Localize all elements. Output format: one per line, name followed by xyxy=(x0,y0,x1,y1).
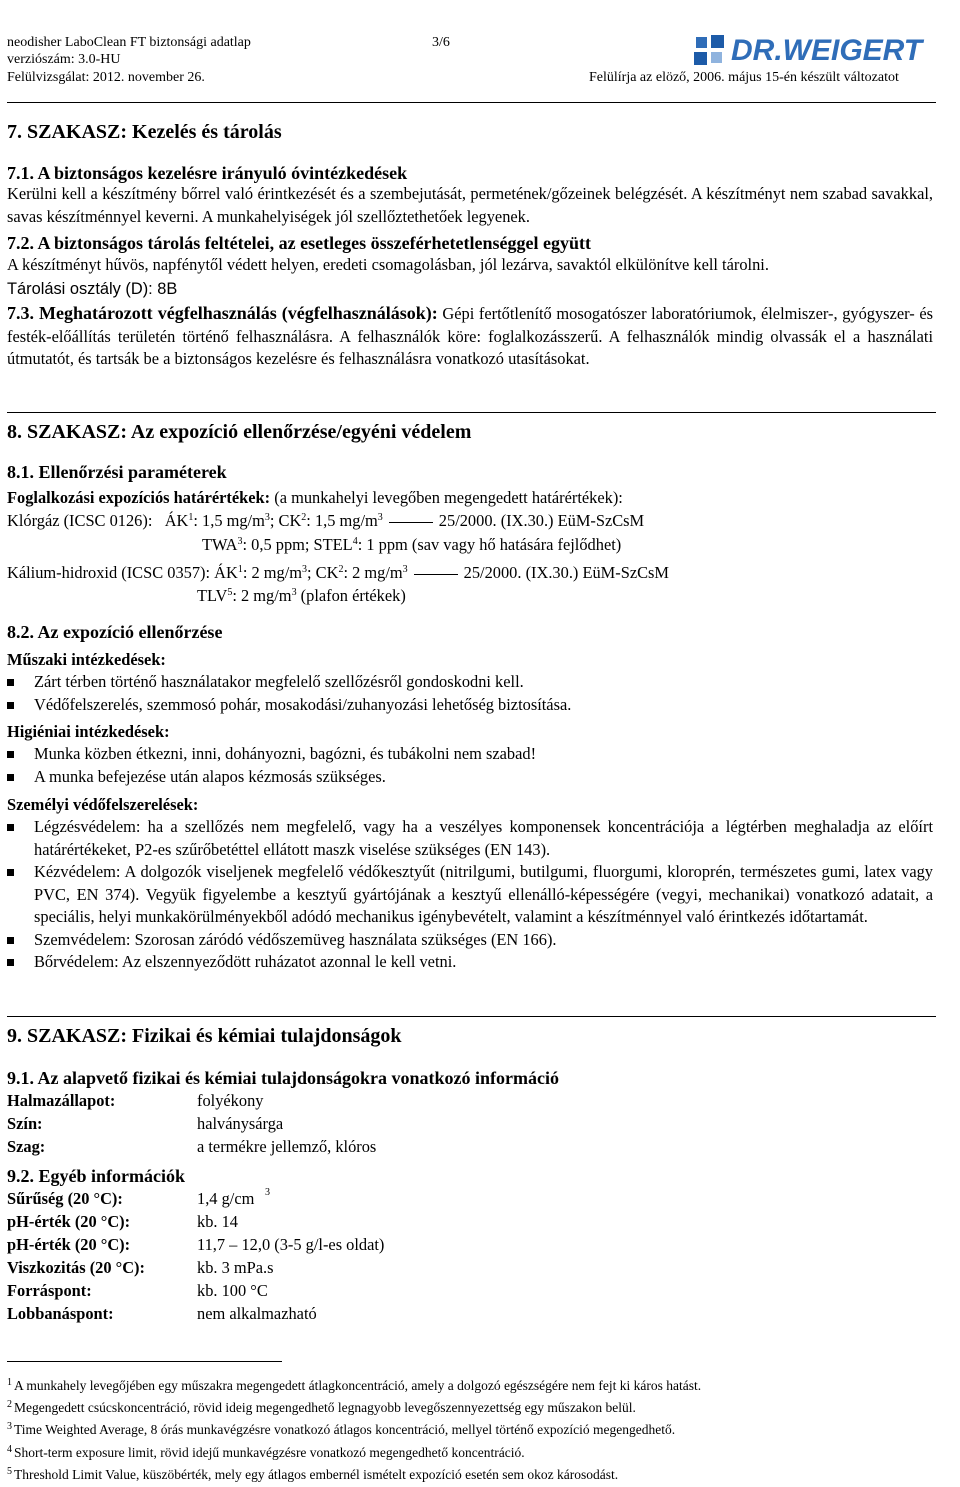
footnote xyxy=(7,1445,525,1463)
section-9-title: 9. SZAKASZ: Fizikai és kémiai tulajdonságok xyxy=(7,1025,402,1047)
property-row xyxy=(7,1257,607,1280)
product-name: neodisher LaboClean FT biztonsági adatlap xyxy=(7,35,251,50)
ppe-list xyxy=(7,816,933,974)
footnote-number: 3 xyxy=(7,1421,12,1432)
property-value: kb. 100 °C xyxy=(197,1281,268,1300)
section-8-title: 8. SZAKASZ: Az expozíció ellenőrzése/egyéni védelem xyxy=(7,421,472,443)
property-row xyxy=(7,1303,607,1326)
supersedes-note: Felülírja az elöző, 2006. május 15-én készült változatot xyxy=(589,70,899,85)
section-7-3-text: Gépi fertőtlenítő mosogatószer laboratóriumok, élelmiszer-, gyógyszer- és festék-előállítás területén történő felhasználásra. A felhasználók köre: foglalkozásszerű. A felhasználók mindig olvassák el a használati útmutatót, és tartsák be a biztonságos kezelésre és felhasználásra vonatkozó utasításokat. xyxy=(7,304,933,368)
property-value: kb. 3 mPa.s xyxy=(197,1258,274,1277)
property-row xyxy=(7,1234,607,1257)
bullet-square-icon xyxy=(7,937,14,944)
chlorine-limits: Klórgáz (ICSC 0126): $ÁK^1$: 1,5 $mg/m^3$; $CK^2$: 1,5 $mg/m^3$ 25/2000. (IX.30.) EüM-SzCsM xyxy=(7,511,645,530)
section-7-2-title: 7.2. A biztonságos tárolás feltételei, az esetleges összeférhetetlenséggel együtt xyxy=(7,233,591,253)
property-row xyxy=(7,1113,607,1136)
other-properties xyxy=(7,1188,607,1326)
bullet-square-icon xyxy=(7,869,14,876)
property-row xyxy=(7,1211,607,1234)
property-key: pH-érték (20 °C): xyxy=(7,1235,131,1254)
footnote xyxy=(7,1378,701,1396)
property-key: Szín: xyxy=(7,1114,43,1133)
chlorine-name: Klórgáz (ICSC 0126): xyxy=(7,511,153,530)
section-8-2-title: 8.2. Az expozíció ellenőrzése xyxy=(7,622,223,642)
list-item: A munka befejezése után alapos kézmosás szükséges. xyxy=(7,766,933,789)
section-7-2-text: A készítményt hűvös, napfénytől védett helyen, eredeti csomagolásban, jól lezárva, savaktól elkülönítve kell tárolni. xyxy=(7,255,769,274)
section-8-1-title: 8.1. Ellenőrzési paraméterek xyxy=(7,462,227,482)
property-row: Sűrűség (20 °C): 1,4 g/cm 3 xyxy=(7,1188,607,1211)
separator-dash xyxy=(389,522,433,523)
exposure-limits-text: (a munkahelyi levegőben megengedett határértékek): xyxy=(274,488,623,507)
exposure-limits-line xyxy=(7,487,623,509)
tech-measures-label: Műszaki intézkedések: xyxy=(7,650,166,669)
section-7-1-title: 7.1. A biztonságos kezelésre irányuló óvintézkedések xyxy=(7,163,408,183)
section-7-1-text: Kerülni kell a készítmény bőrrel való érintkezését és a szembejutását, permetének/gőzeinek belégzését. A készítményt nem szabad savakkal, savas készítménnyel keverni. A munkahelyiségek jól szellőztethetőek legyenek. xyxy=(7,184,933,226)
footnote-number: 5 xyxy=(7,1466,12,1477)
page-number: 3/6 xyxy=(432,35,450,50)
bullet-square-icon xyxy=(7,959,14,966)
footnote-divider xyxy=(7,1361,282,1362)
section-9-2-title: 9.2. Egyéb információk xyxy=(7,1166,185,1186)
footnote-text: Megengedett csúcskoncentráció, rövid ideig megengedhető legnagyobb levegőszennyezettség egy műszakon belül. xyxy=(14,1400,636,1415)
footnote xyxy=(7,1467,618,1485)
bullet-square-icon xyxy=(7,751,14,758)
list-item: Zárt térben történő használatakor megfelelő szellőzésről gondoskodni kell. xyxy=(7,671,933,694)
hygiene-list xyxy=(7,743,933,788)
revision-date: Felülvizsgálat: 2012. november 26. xyxy=(7,70,205,85)
chlorine-regulation: 25/2000. (IX.30.) EüM-SzCsM xyxy=(438,511,645,530)
section-9-divider xyxy=(7,1016,936,1017)
koh-limits: Kálium-hidroxid (ICSC 0357): $ÁK^1$: 2 $mg/m^3$; $CK^2$: 2 $mg/m^3$ 25/2000. (IX.30.) EüM-SzCsM xyxy=(7,563,669,582)
basic-properties xyxy=(7,1090,607,1159)
section-7-3-title: 7.3. Meghatározott végfelhasználás (végfelhasználások): xyxy=(7,303,438,323)
header-divider xyxy=(7,102,936,103)
footnote-number: 1 xyxy=(7,1377,12,1388)
bullet-square-icon xyxy=(7,774,14,781)
section-8-divider xyxy=(7,412,936,413)
bullet-square-icon xyxy=(7,679,14,686)
footnote xyxy=(7,1400,636,1418)
hygiene-label: Higiéniai intézkedések: xyxy=(7,722,170,741)
property-key: Sűrűség (20 °C): xyxy=(7,1189,123,1208)
koh-regulation: 25/2000. (IX.30.) EüM-SzCsM xyxy=(463,563,669,582)
property-row xyxy=(7,1090,607,1113)
section-9-1-title: 9.1. Az alapvető fizikai és kémiai tulajdonságokra vonatkozó információ xyxy=(7,1068,559,1088)
property-value: halványsárga xyxy=(197,1114,284,1133)
property-key: pH-érték (20 °C): xyxy=(7,1212,131,1231)
exposure-limits-label: Foglalkozási expozíciós határértékek: xyxy=(7,488,271,507)
property-value: nem alkalmazható xyxy=(197,1304,317,1323)
property-key: Lobbanáspont: xyxy=(7,1304,114,1323)
property-key: Szag: xyxy=(7,1137,46,1156)
company-logo xyxy=(693,33,953,69)
bullet-square-icon xyxy=(7,824,14,831)
list-item: Légzésvédelem: ha a szellőzés nem megfelelő, vagy ha a veszélyes komponensek koncentrációja a légtérben meghaladja az előírt határértékeket, P2-es szűrőbetéttel ellátott maszk viselése szükséges (EN 143). xyxy=(7,816,933,861)
section-7-title: 7. SZAKASZ: Kezelés és tárolás xyxy=(7,121,282,143)
list-item: Munka közben étkezni, inni, dohányozni, bagózni, és tubákolni nem szabad! xyxy=(7,743,933,766)
property-value: kb. 14 xyxy=(197,1212,238,1231)
property-key: Halmazállapot: xyxy=(7,1091,116,1110)
footnote-text: Short-term exposure limit, rövid idejű munkavégzésre vonatkozó megengedhető koncentráció. xyxy=(14,1445,525,1460)
footnote-text: Threshold Limit Value, küszöbérték, mely egy átlagos embernél ismételt expozíció esetén sem okoz károsodást. xyxy=(14,1467,619,1482)
chlorine-twa: TWA$^3$: 0,5 ppm; STEL$^4$: 1 ppm (sav vagy hő hatására fejlődhet) xyxy=(202,535,622,554)
separator-dash xyxy=(414,574,458,575)
property-value: a termékre jellemző, klóros xyxy=(197,1137,377,1156)
list-item: Védőfelszerelés, szemmosó pohár, mosakodási/zuhanyozási lehetőség biztosítása. xyxy=(7,694,933,717)
footnote-number: 4 xyxy=(7,1444,12,1455)
bullet-square-icon xyxy=(7,702,14,709)
property-value: 1,4 g/cm xyxy=(197,1189,255,1208)
property-key: Viszkozitás (20 °C): xyxy=(7,1258,145,1277)
property-value: folyékony xyxy=(197,1091,264,1110)
koh-name: Kálium-hidroxid (ICSC 0357): ÁK xyxy=(7,563,238,582)
ppe-label: Személyi védőfelszerelések: xyxy=(7,795,199,814)
logo-mark-icon xyxy=(693,34,727,68)
list-item: Kézvédelem: A dolgozók viseljenek megfelelő védőkesztyűt (nitrilgumi, butilgumi, fluorgumi, kloroprén, természetes gumi, latex vagy PVC, EN 374). Vegyük figyelembe a kesztyű gyártójának a kesztyű ellenálló-képességére (vegyi, mechanikai) vonatkozó adatait, a speciális, helyi munkakörülményekből adódó mechanikus igénybevételt, valamint a készítménnyel való érintkezés időtartamát. xyxy=(7,861,933,929)
property-value: 11,7 – 12,0 (3-5 g/l-es oldat) xyxy=(197,1235,385,1254)
footnote-text: A munkahely levegőjében egy műszakra megengedett átlagkoncentráció, amely a dolgozó egészségére nem fejt ki káros hatást. xyxy=(14,1378,702,1393)
tech-measures-list xyxy=(7,671,933,716)
property-row xyxy=(7,1280,607,1303)
footnote xyxy=(7,1422,675,1440)
list-item: Szemvédelem: Szorosan záródó védőszemüveg használata szükséges (EN 166). xyxy=(7,929,933,952)
property-key: Forráspont: xyxy=(7,1281,92,1300)
koh-tlv: TLV$^5$: 2 $mg/m^3$ (plafon értékek) xyxy=(197,586,406,605)
section-7-3 xyxy=(7,302,933,371)
property-row xyxy=(7,1136,607,1159)
list-item: Bőrvédelem: Az elszennyeződött ruházatot azonnal le kell vetni. xyxy=(7,951,933,974)
logo-text: DR.WEIGERT xyxy=(731,34,923,67)
storage-class: Tárolási osztály (D): 8B xyxy=(7,280,178,298)
version-number: verziószám: 3.0-HU xyxy=(7,52,121,67)
footnote-number: 2 xyxy=(7,1399,12,1410)
footnote-text: Time Weighted Average, 8 órás munkavégzésre vonatkozó átlagos koncentráció, mellyel történő expozíció megengedhető. xyxy=(14,1422,676,1437)
